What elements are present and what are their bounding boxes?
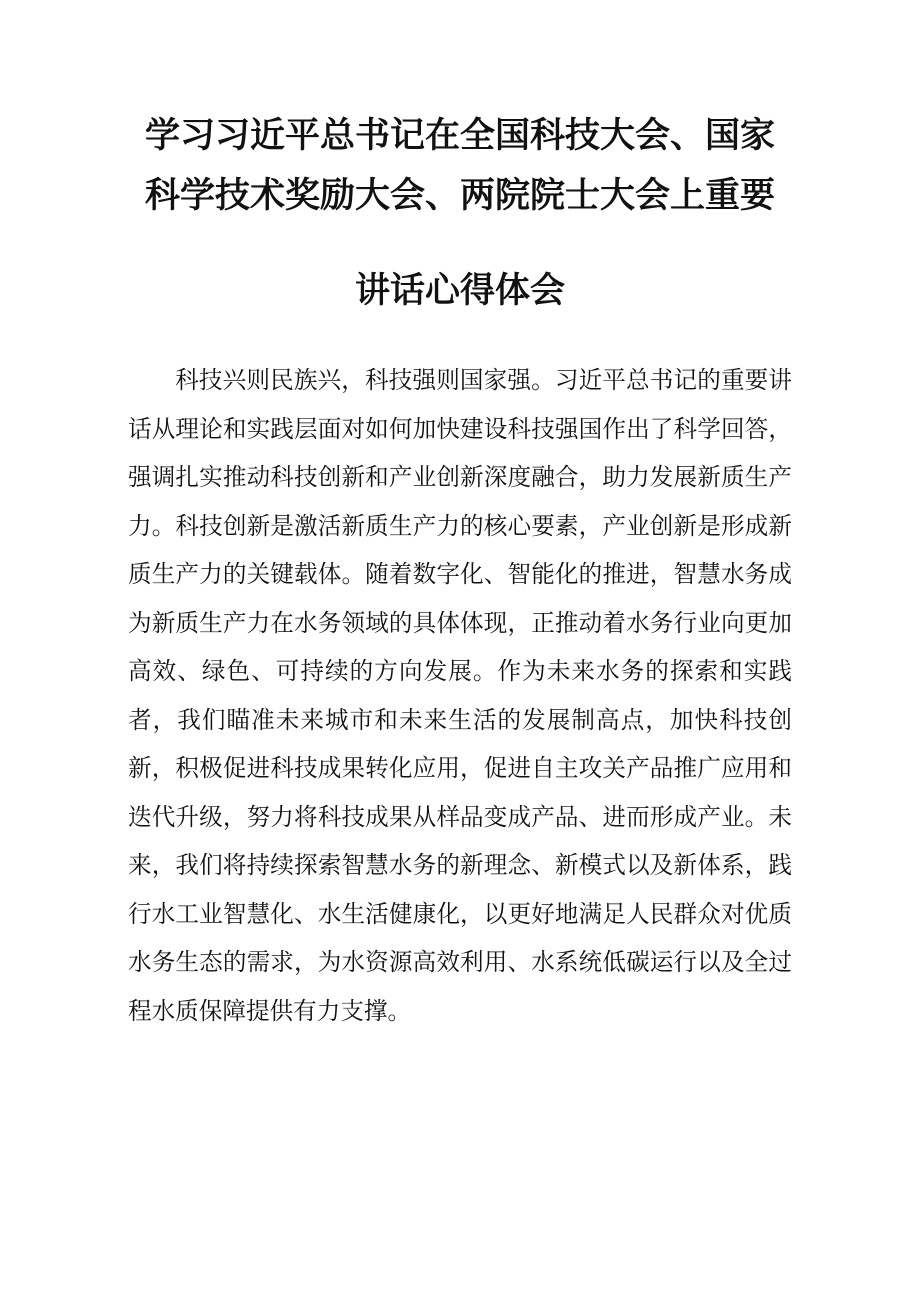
title-line-1: 学习习近平总书记在全国科技大会、国家 [144, 116, 775, 156]
title-line-2: 科学技术奖励大会、两院院士大会上重要 [144, 176, 775, 216]
body-paragraph: 科技兴则民族兴，科技强则国家强。习近平总书记的重要讲话从理论和实践层面对如何加快建设科技强国作出了科学回答，强调扎实推动科技创新和产业创新深度融合，助力发展新质生产力。科技创新是激活新质生产力的核心要素，产业创新是形成新质生产力的关键载体。随着数字化、智能化的推进，智慧水务成为新质生产力在水务领域的具体体现，正推动着水务行业向更加高效、绿色、可持续的方向发展。作为未来水务的探索和实践者，我们瞄准未来城市和未来生活的发展制高点，加快科技创新，积极促进科技成果转化应用，促进自主攻关产品推广应用和迭代升级，努力将科技成果从样品变成产品、进而形成产业。未来，我们将持续探索智慧水务的新理念、新模式以及新体系，践行水工业智慧化、水生活健康化，以更好地满足人民群众对优质水务生态的需求，为水资源高效利用、水系统低碳运行以及全过程水质保障提供有力支撑。 [128, 366, 792, 1025]
title-line-3: 讲话心得体会 [354, 271, 565, 311]
